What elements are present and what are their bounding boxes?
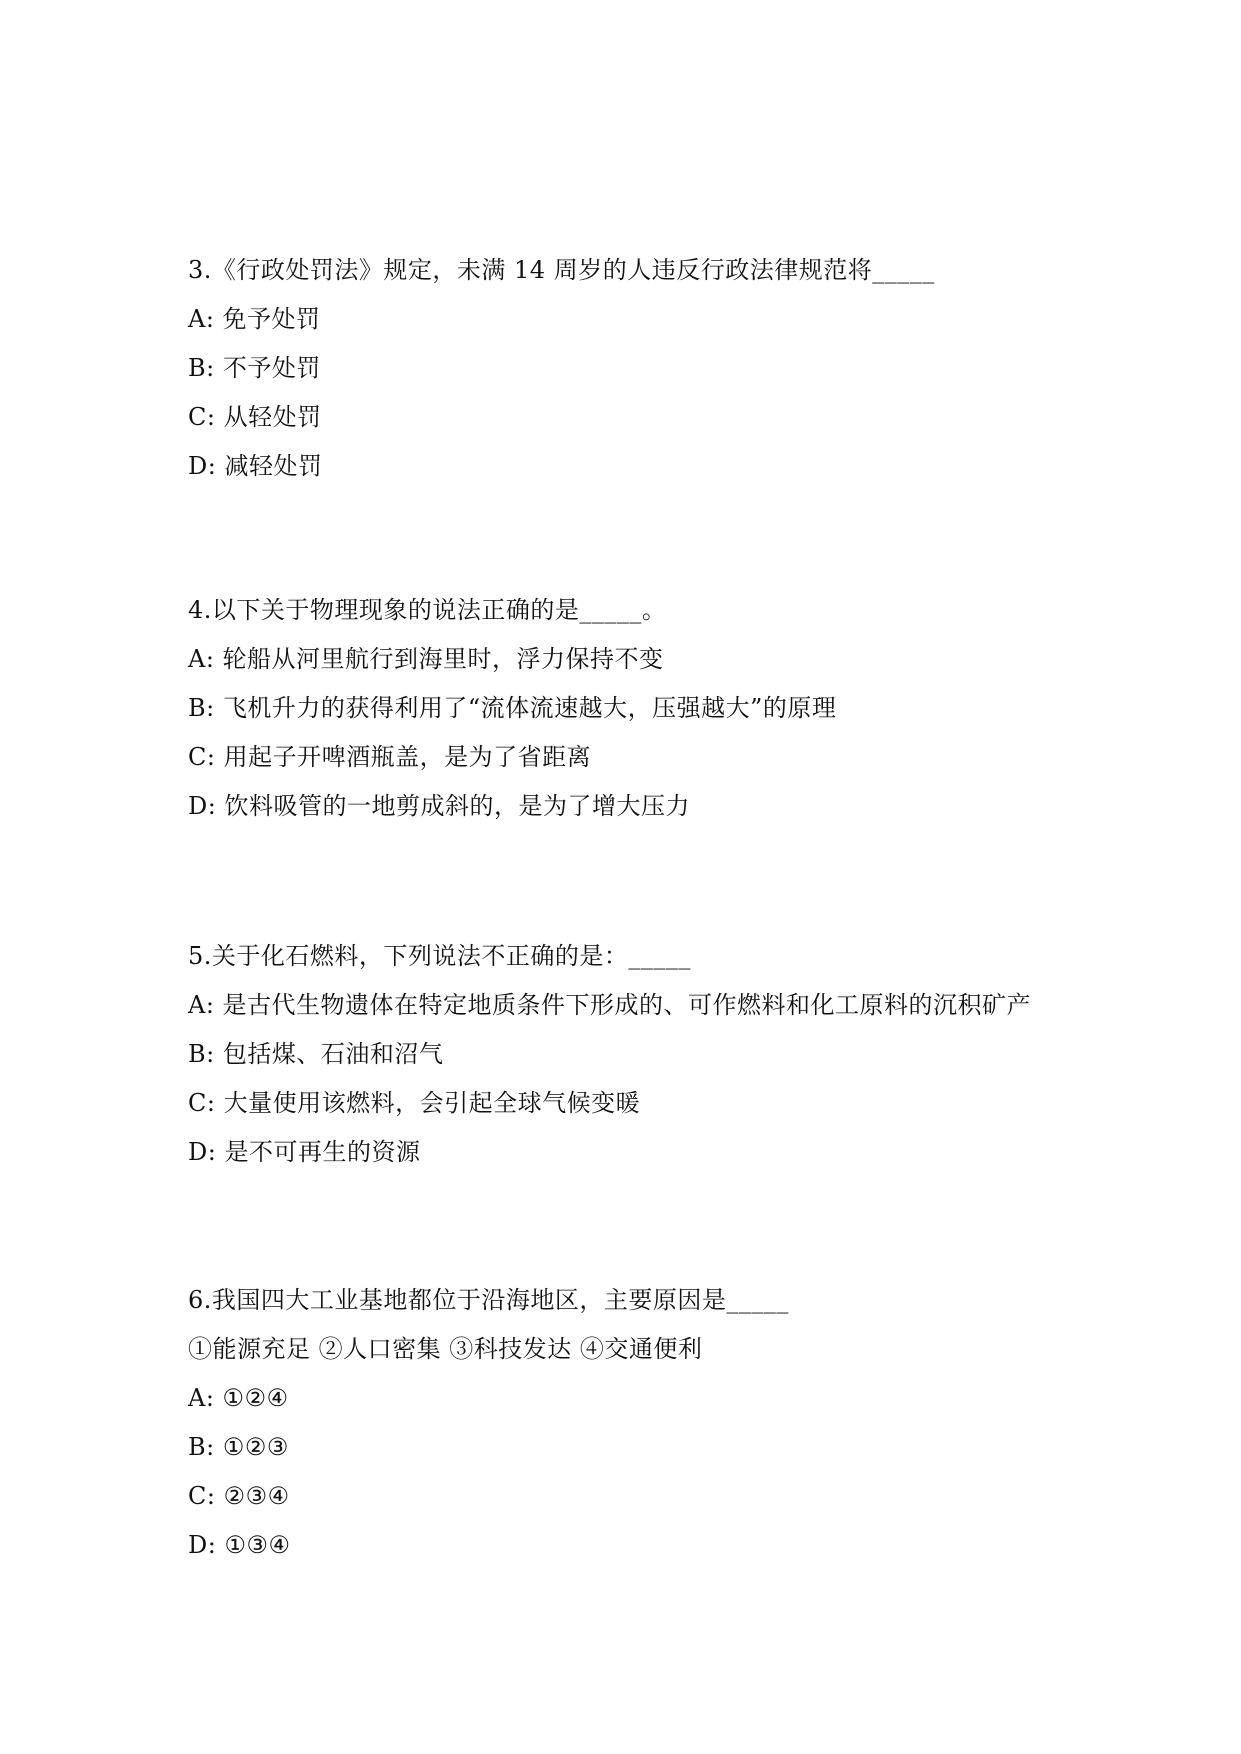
question-stem: 3.《行政处罚法》规定，未满 14 周岁的人违反行政法律规范将_____	[188, 256, 935, 284]
option-a: A: 免予处罚	[188, 305, 321, 333]
question-stem: 6.我国四大工业基地都位于沿海地区，主要原因是_____	[188, 1286, 789, 1314]
option-a: A: 是古代生物遗体在特定地质条件下形成的、可作燃料和化工原料的沉积矿产	[188, 991, 1032, 1019]
option-d: D: 饮料吸管的一地剪成斜的，是为了增大压力	[188, 792, 690, 820]
question-sub-items: ①能源充足 ②人口密集 ③科技发达 ④交通便利	[188, 1335, 703, 1363]
option-c: C: ②③④	[188, 1482, 290, 1510]
option-a: A: 轮船从河里航行到海里时，浮力保持不变	[188, 645, 664, 673]
question-stem: 4.以下关于物理现象的说法正确的是_____。	[188, 596, 667, 624]
option-b: B: 飞机升力的获得利用了“流体流速越大，压强越大”的原理	[188, 694, 837, 722]
question-5	[188, 932, 1188, 1177]
option-b: B: 不予处罚	[188, 354, 321, 382]
option-d: D: ①③④	[188, 1531, 291, 1559]
option-a: A: ①②④	[188, 1384, 289, 1412]
question-stem: 5.关于化石燃料，下列说法不正确的是：_____	[188, 942, 691, 970]
question-3	[188, 246, 1188, 491]
question-4	[188, 586, 1188, 831]
option-c: C: 从轻处罚	[188, 403, 322, 431]
option-c: C: 大量使用该燃料，会引起全球气候变暖	[188, 1089, 641, 1117]
option-d: D: 减轻处罚	[188, 452, 323, 480]
question-6	[188, 1276, 1188, 1570]
option-b: B: ①②③	[188, 1433, 289, 1461]
option-d: D: 是不可再生的资源	[188, 1138, 421, 1166]
option-b: B: 包括煤、石油和沼气	[188, 1040, 444, 1068]
option-c: C: 用起子开啤酒瓶盖，是为了省距离	[188, 743, 592, 771]
